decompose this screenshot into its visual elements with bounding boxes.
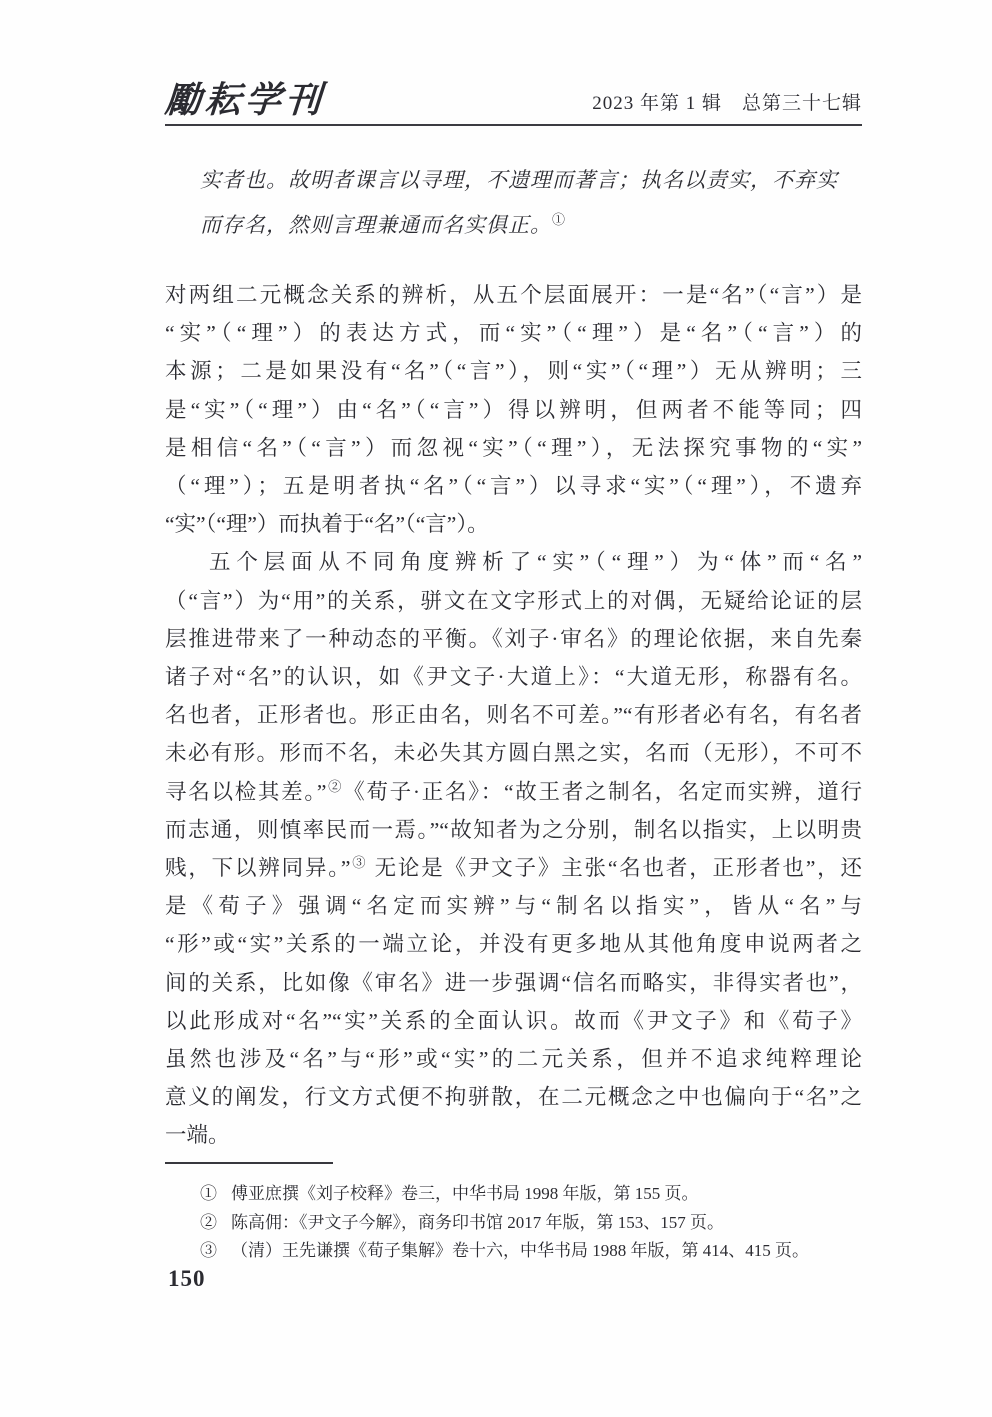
- body-line: （“理”）；五是明者执“名”（“言”）以寻求“实”（“理”），不遗弃: [165, 474, 862, 499]
- body-line: “实”（“理”）而执着于“名”（“言”）。: [165, 512, 489, 537]
- paragraph: [165, 543, 862, 1154]
- body-line: 一端。: [165, 1123, 230, 1148]
- body-line: 诸子对“名”的认识，如《尹文子·大道上》：“大道无形，称器有名。: [165, 665, 862, 690]
- body-line: “形”或“实”关系的一端立论，并没有更多地从其他角度申说两者之: [165, 932, 862, 957]
- journal-logo: 勵耘学刊: [163, 80, 327, 120]
- body-line: 而志通，则慎率民而一焉。”“故知者为之分别，制名以指实，上以明贵: [165, 817, 862, 842]
- footnote-text: 傅亚庶撰《刘子校释》卷三，中华书局 1998 年版，第 155 页。: [231, 1184, 699, 1203]
- body-line: 虽然也涉及“名”与“形”或“实”的二元关系，但并不追求纯粹理论: [165, 1047, 862, 1072]
- footnote-item: [200, 1180, 862, 1209]
- body-line: “实”（“理”）的表达方式，而“实”（“理”）是“名”（“言”）的: [165, 321, 862, 346]
- body-line: 寻名以检其差。”②《荀子·正名》：“故王者之制名，名定而实辨，道行: [165, 778, 862, 804]
- footnote-ref: ①: [552, 212, 567, 227]
- body-line: 本源；二是如果没有“名”（“言”），则“实”（“理”）无从辨明；三: [165, 359, 862, 384]
- footnote-item: [200, 1237, 862, 1266]
- footnote-ref: ②: [326, 778, 344, 794]
- footnotes: [200, 1180, 862, 1266]
- footnote-ref: ③: [350, 854, 368, 870]
- body-line: 是《荀子》强调“名定而实辨”与“制名以指实”，皆从“名”与: [165, 894, 862, 919]
- body-line: （“言”）为“用”的关系，骈文在文字形式上的对偶，无疑给论证的层: [165, 588, 862, 613]
- block-quote: [200, 158, 845, 248]
- page-number: 150: [168, 1266, 206, 1291]
- body-text: [165, 276, 862, 1155]
- body-line: 层推进带来了一种动态的平衡。《刘子·审名》的理论依据，来自先秦: [165, 626, 862, 651]
- body-line: 意义的阐发，行文方式便不拘骈散，在二元概念之中也偏向于“名”之: [165, 1085, 862, 1110]
- issue-info: 2023 年第 1 辑 总第三十七辑: [592, 93, 862, 114]
- body-line: 以此形成对“名”“实”关系的全面认识。故而《尹文子》和《荀子》: [165, 1008, 862, 1033]
- body-line: 五个层面从不同角度辨析了“实”（“理”）为“体”而“名”: [209, 550, 862, 575]
- footnote-text: 陈高佣：《尹文子今解》，商务印书馆 2017 年版，第 153、157 页。: [231, 1212, 724, 1232]
- quote-line: 实者也。故明者课言以寻理，不遗理而著言；执名以责实，不弃实: [200, 168, 838, 192]
- page-header: [165, 80, 862, 126]
- footnote-separator: [165, 1162, 333, 1164]
- quote-line: 而存名，然则言理兼通而名实俱正。①: [200, 212, 567, 237]
- footnote-item: [200, 1209, 862, 1238]
- body-line: 未必有形。形而不名，未必失其方圆白黑之实，名而（无形），不可不: [165, 741, 862, 766]
- body-line: 间的关系，比如像《审名》进一步强调“信名而略实，非得实者也”，: [165, 970, 862, 995]
- paragraph: [165, 276, 862, 543]
- footnote-marker: ②: [200, 1212, 217, 1232]
- footnote-marker: ③: [200, 1241, 217, 1260]
- body-line: 是相信“名”（“言”）而忽视“实”（“理”），无法探究事物的“实”: [165, 435, 862, 460]
- body-line: 名也者，正形者也。形正由名，则名不可差。”“有形者必有名，有名者: [165, 703, 862, 728]
- body-line: 贱，下以辨同异。”③ 无论是《尹文子》主张“名也者，正形者也”，还: [165, 854, 863, 881]
- body-line: 是“实”（“理”）由“名”（“言”）得以辨明，但两者不能等同；四: [165, 397, 862, 422]
- footnote-text: （清）王先谦撰《荀子集解》卷十六，中华书局 1988 年版，第 414、415 页。: [231, 1241, 809, 1260]
- footnote-marker: ①: [200, 1184, 217, 1203]
- body-line: 对两组二元概念关系的辨析，从五个层面展开：一是“名”（“言”）是: [165, 283, 862, 307]
